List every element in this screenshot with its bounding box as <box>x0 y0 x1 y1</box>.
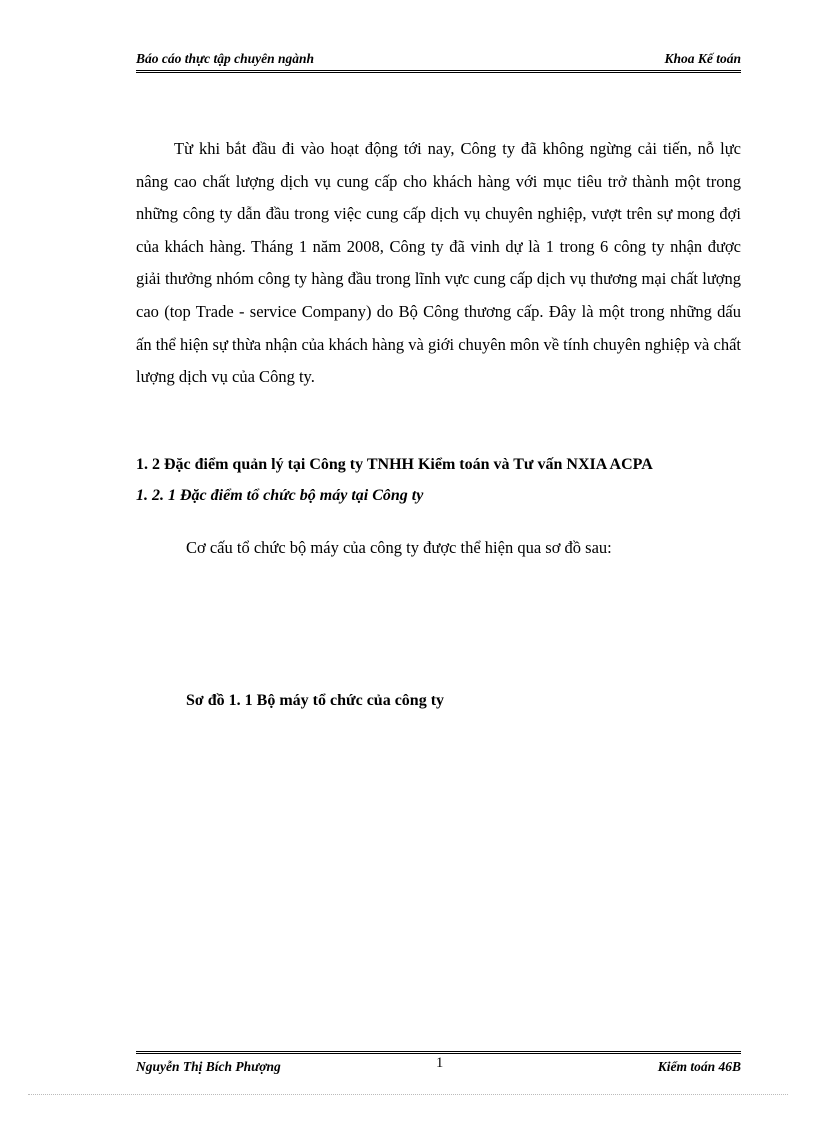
section-heading: 1. 2 Đặc điểm quản lý tại Công ty TNHH Kiểm toán và Tư vấn NXIA ACPA <box>136 456 653 473</box>
body-paragraph: Từ khi bắt đầu đi vào hoạt động tới nay, Công ty đã không ngừng cải tiến, nỗ lực nâng cao chất lượng dịch vụ cung cấp cho khách hàng với mục tiêu trở thành một trong những công ty dẫn đầu trong việc cung cấp dịch vụ chuyên nghiệp, vượt trên sự mong đợi của khách hàng. Tháng 1 năm 2008, Công ty đã vinh dự là 1 trong 6 công ty nhận được giải thưởng nhóm công ty hàng đầu trong lĩnh vực cung cấp dịch vụ thương mại chất lượng cao (top Trade - service Company) do Bộ Công thương cấp. Đây là một trong những dấu ấn thể hiện sự thừa nhận của khách hàng và giới chuyên môn về tính chuyên nghiệp và chất lượng dịch vụ của Công ty. <box>136 139 741 387</box>
header-report-title: Báo cáo thực tập chuyên ngành <box>136 51 314 66</box>
subsection-heading: 1. 2. 1 Đặc điểm tổ chức bộ máy tại Công ty <box>136 487 424 504</box>
header-divider <box>136 70 741 73</box>
header-department: Khoa Kế toán <box>664 51 741 66</box>
diagram-caption: Sơ đồ 1. 1 Bộ máy tổ chức của công ty <box>186 692 445 709</box>
page-bottom-edge <box>28 1094 788 1095</box>
diagram-intro-text: Cơ cấu tổ chức bộ máy của công ty được thể hiện qua sơ đồ sau: <box>186 538 612 557</box>
footer-class: Kiểm toán 46B <box>657 1059 741 1074</box>
footer-author: Nguyễn Thị Bích Phượng <box>136 1059 281 1074</box>
footer-divider <box>136 1051 741 1054</box>
page-number: 1 <box>436 1055 444 1071</box>
